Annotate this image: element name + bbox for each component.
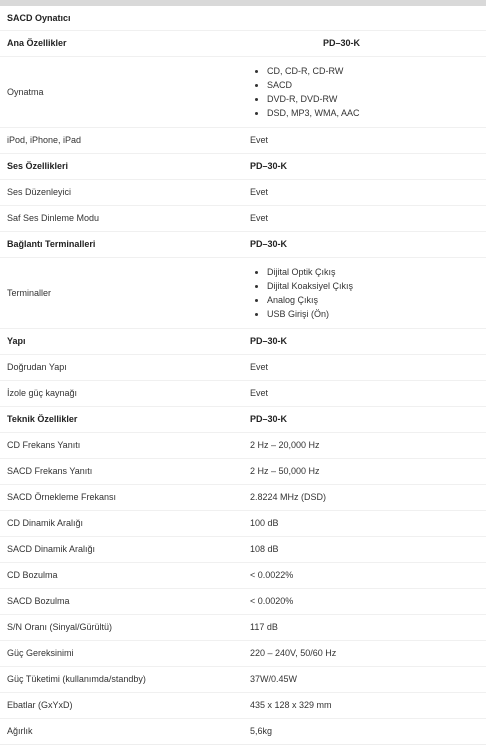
row-label: CD Bozulma bbox=[0, 562, 243, 588]
terminals-label: Terminaller bbox=[0, 257, 243, 328]
list-item: • DSD, MP3, WMA, AAC bbox=[267, 106, 486, 120]
row-value: 2.8224 MHz (DSD) bbox=[243, 484, 486, 510]
list-item: • USB Girişi (Ön) bbox=[267, 307, 486, 321]
row-label: CD Frekans Yanıtı bbox=[0, 432, 243, 458]
ipod-value: Evet bbox=[243, 127, 486, 153]
row-label: İzole güç kaynağı bbox=[0, 380, 243, 406]
row-label: Saf Ses Dinleme Modu bbox=[0, 205, 243, 231]
terminals-value bbox=[243, 257, 486, 328]
ipod-label: iPod, iPhone, iPad bbox=[0, 127, 243, 153]
section-heading-connection: Bağlantı Terminalleri bbox=[0, 231, 243, 257]
section-model-sound: PD–30-K bbox=[243, 153, 486, 179]
section-heading-technical: Teknik Özellikler bbox=[0, 406, 243, 432]
list-item: • DVD-R, DVD-RW bbox=[267, 92, 486, 106]
section-heading-structure: Yapı bbox=[0, 328, 243, 354]
spec-table bbox=[0, 6, 486, 745]
row-label: Ağırlık bbox=[0, 718, 243, 744]
row-value: 2 Hz – 50,000 Hz bbox=[243, 458, 486, 484]
list-item: • Dijital Optik Çıkış bbox=[267, 265, 486, 279]
row-value: Evet bbox=[243, 205, 486, 231]
row-value: 220 – 240V, 50/60 Hz bbox=[243, 640, 486, 666]
playback-value bbox=[243, 56, 486, 127]
row-label: SACD Örnekleme Frekansı bbox=[0, 484, 243, 510]
row-label: SACD Frekans Yanıtı bbox=[0, 458, 243, 484]
section-model-structure: PD–30-K bbox=[243, 328, 486, 354]
section-model-connection: PD–30-K bbox=[243, 231, 486, 257]
section-model-main: PD–30-K bbox=[243, 30, 486, 56]
row-value: 435 x 128 x 329 mm bbox=[243, 692, 486, 718]
section-heading-sound: Ses Özellikleri bbox=[0, 153, 243, 179]
list-item: • Analog Çıkış bbox=[267, 293, 486, 307]
row-label: Doğrudan Yapı bbox=[0, 354, 243, 380]
terminals-list bbox=[243, 265, 486, 321]
playback-list bbox=[243, 64, 486, 120]
section-heading-main: Ana Özellikler bbox=[0, 30, 243, 56]
row-value: 5,6kg bbox=[243, 718, 486, 744]
row-value: 108 dB bbox=[243, 536, 486, 562]
row-label: Ebatlar (GxYxD) bbox=[0, 692, 243, 718]
list-item: • Dijital Koaksiyel Çıkış bbox=[267, 279, 486, 293]
row-label: Ses Düzenleyici bbox=[0, 179, 243, 205]
row-value: Evet bbox=[243, 179, 486, 205]
list-item: • SACD bbox=[267, 78, 486, 92]
row-label: Güç Tüketimi (kullanımda/standby) bbox=[0, 666, 243, 692]
row-value: < 0.0020% bbox=[243, 588, 486, 614]
row-value: 2 Hz – 20,000 Hz bbox=[243, 432, 486, 458]
playback-label: Oynatma bbox=[0, 56, 243, 127]
row-value: Evet bbox=[243, 354, 486, 380]
row-value: < 0.0022% bbox=[243, 562, 486, 588]
bottom-divider bbox=[0, 744, 486, 745]
section-model-technical: PD–30-K bbox=[243, 406, 486, 432]
row-label: Güç Gereksinimi bbox=[0, 640, 243, 666]
row-value: 117 dB bbox=[243, 614, 486, 640]
row-label: S/N Oranı (Sinyal/Gürültü) bbox=[0, 614, 243, 640]
row-value: 37W/0.45W bbox=[243, 666, 486, 692]
row-label: SACD Dinamik Aralığı bbox=[0, 536, 243, 562]
row-value: 100 dB bbox=[243, 510, 486, 536]
row-value: Evet bbox=[243, 380, 486, 406]
row-label: CD Dinamik Aralığı bbox=[0, 510, 243, 536]
page-title: SACD Oynatıcı bbox=[0, 6, 486, 30]
list-item: • CD, CD-R, CD-RW bbox=[267, 64, 486, 78]
row-label: SACD Bozulma bbox=[0, 588, 243, 614]
